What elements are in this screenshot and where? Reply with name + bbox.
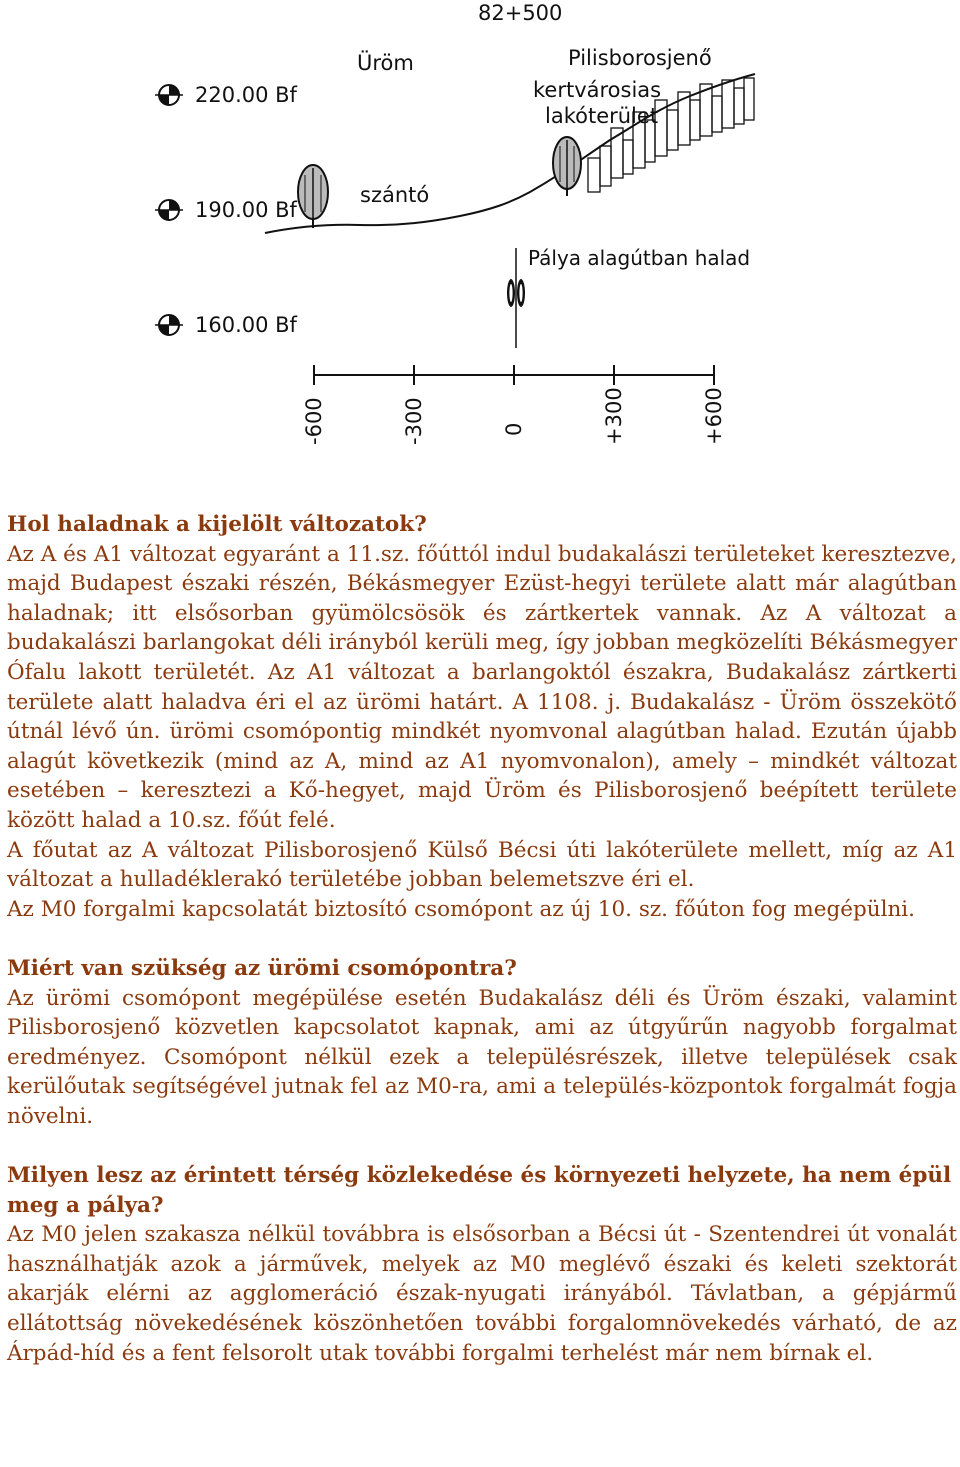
paragraph-no-build: Az M0 jelen szakasza nélkül továbbra is elsősorban a Bécsi út - Szentendrei út vonalát használhatják azok a járművek, melyek az M0 meglévő északi és keleti szektorát akarják elérni az agglomeráció észak-nyugati irányából. Távlatban, a gépjármű ellátottság növekedésének köszönhetően további forgalomnövekedés várható, de az Árpád-híd és a fent felsorolt utak további forgalmi terhelést már nem bírnak el. <box>7 1222 957 1366</box>
tunnel-note: Pálya alagútban halad <box>528 246 751 270</box>
area-label-line2: lakóterület <box>545 104 659 128</box>
place-label-pilisborosjeno: Pilisborosjenő <box>568 46 712 70</box>
place-label-urom: Üröm <box>357 51 414 75</box>
cross-section-svg <box>0 0 960 470</box>
elevation-marker-160 <box>155 313 298 337</box>
axis-tick-+300: +300 <box>602 387 626 445</box>
axis-tick-0: 0 <box>502 422 526 436</box>
section-heading-junction: Miért van szükség az ürömi csomópontra? <box>7 955 517 981</box>
distance-axis <box>302 365 726 445</box>
axis-tick--600: -600 <box>302 397 326 445</box>
elevation-label-190: 190.00 Bf <box>195 198 297 222</box>
tree-right-icon <box>553 137 581 196</box>
axis-tick--300: -300 <box>402 397 426 445</box>
axis-tick-+600: +600 <box>702 387 726 445</box>
elevation-marker-220 <box>155 83 298 107</box>
area-label-line1: kertvárosias <box>533 78 662 102</box>
elevation-marker-190 <box>155 198 298 222</box>
article-text <box>7 510 957 1368</box>
paragraph-routes: Az A és A1 változat egyaránt a 11.sz. főúttól indul budakalászi területeket keresztezve, majd Budapest északi részén, Békásmegyer Ezüst-hegyi területe alatt már alagútban haladnak; itt elsősorban gyümölcsösök és zártkertek vannak. Az A változat a budakalászi barlangokat déli irányból kerüli meg, így jobban megközelíti Békásmegyer Ófalu lakott területét. Az A1 változat a barlangoktól északra, Budakalász zártkerti területe alatt haladva éri el az ürömi határt. A 1108. j. Budakalász - Üröm összekötő útnál lévő ún. ürömi csomópontig mindkét nyomvonal alagútban halad. Ezután újabb alagút következik (mind az A, mind az A1 nyomvonalon), amely – mindkét változat esetében – keresztezi a Kő-hegyet, majd Üröm és Pilisborosjenő beépített területe között halad a 10.sz. főút felé. <box>7 541 957 833</box>
section-heading-no-build: Milyen lesz az érintett térség közlekedése és környezeti helyzete, ha nem épül meg a pálya? <box>7 1163 952 1218</box>
elevation-label-160: 160.00 Bf <box>195 313 297 337</box>
station-label: 82+500 <box>478 1 563 25</box>
tunnel-symbol-icon <box>507 248 525 348</box>
cross-section-drawing <box>0 0 960 470</box>
paragraph-routes-main-road: A főutat az A változat Pilisborosjenő Külső Bécsi úti lakóterülete mellett, míg az A1 változat a hulladéklerakó területébe jobban belemetszve éri el. <box>7 837 957 893</box>
terrain-line <box>265 74 755 233</box>
tree-left-icon <box>298 165 328 228</box>
paragraph-junction: Az ürömi csomópont megépülése esetén Budakalász déli és Üröm északi, valamint Pilisborosjenő közvetlen kapcsolatot kapnak, ami az útgyűrűn nagyobb forgalmat eredményez. Csomópont nélkül ezek a településrészek, illetve települések csak kerülőutak segítségével jutnak fel az M0-ra, ami a település-központok forgalmát fogja növelni. <box>7 985 957 1129</box>
paragraph-routes-junction: Az M0 forgalmi kapcsolatát biztosító csomópont az új 10. sz. főúton fog megépülni. <box>7 896 915 922</box>
elevation-label-220: 220.00 Bf <box>195 83 297 107</box>
field-label: szántó <box>360 183 430 207</box>
section-heading-routes: Hol haladnak a kijelölt változatok? <box>7 512 427 537</box>
